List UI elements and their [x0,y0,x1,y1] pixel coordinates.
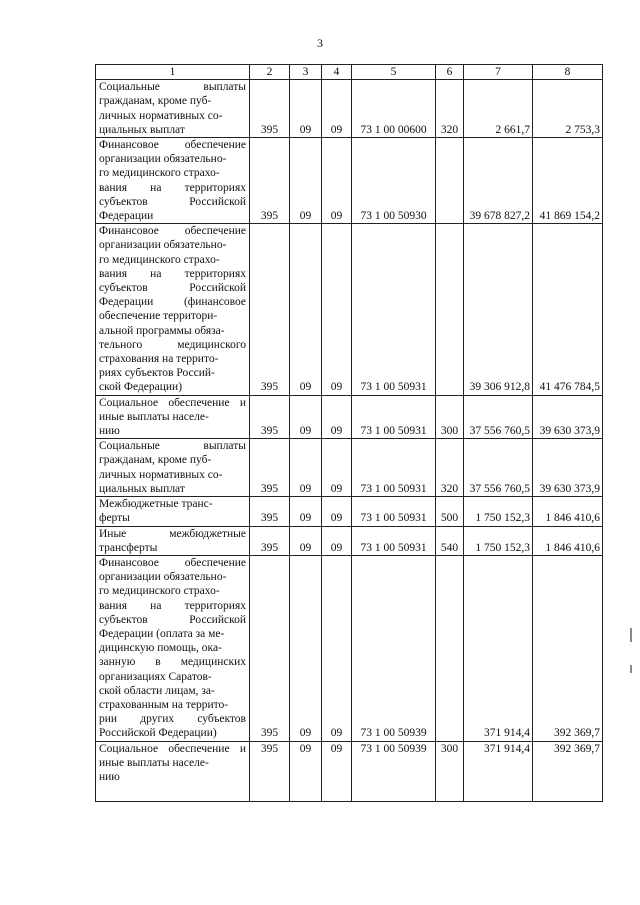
table-row [96,138,603,224]
row-value-cell: 395 [250,526,290,555]
row-value-cell: 09 [322,395,352,439]
table-row [96,224,603,395]
row-value-cell: 392 369,7 [533,741,603,801]
column-header: 7 [464,65,533,80]
row-value-cell: 73 1 00 50939 [352,555,436,741]
row-value-cell: 73 1 00 00600 [352,80,436,138]
row-value-cell: 09 [322,497,352,526]
row-name-cell: Иные межбюджетные трансферты [96,526,250,555]
column-header: 5 [352,65,436,80]
row-name-cell: Финансовое обеспечение организации обязательно- го медицинского страхо- вания на территориях субъектов Российской Федерации (финансовое обеспечение территори- альной программы обяза- тельного медицинского страхования на террито- риях субъектов Россий- ской Федерации) [96,224,250,395]
row-name-cell: Финансовое обеспечение организации обязательно- го медицинского страхо- вания на территориях субъектов Российской Федерации (оплата за ме- дицинскую помощь, ока- занную в медицинских организациях Саратов- ской области лицам, за- страхованным на террито- рии других субъектов Российской Федерации) [96,555,250,741]
row-value-cell [436,138,464,224]
row-value-cell: 395 [250,80,290,138]
row-value-cell: 300 [436,395,464,439]
row-value-cell: 09 [290,224,322,395]
row-value-cell: 395 [250,497,290,526]
row-value-cell: 73 1 00 50931 [352,439,436,497]
row-value-cell: 1 750 152,3 [464,497,533,526]
table-row [96,395,603,439]
budget-table [95,64,603,802]
row-name-cell: Социальное обеспечение и иные выплаты населе- нию [96,741,250,801]
column-header: 1 [96,65,250,80]
table-row [96,555,603,741]
row-value-cell: 41 869 154,2 [533,138,603,224]
row-value-cell: 09 [290,526,322,555]
column-header: 3 [290,65,322,80]
row-value-cell [436,555,464,741]
header-row [96,65,603,80]
row-value-cell: 09 [290,555,322,741]
row-value-cell: 2 753,3 [533,80,603,138]
row-value-cell: 09 [290,497,322,526]
row-value-cell: 39 678 827,2 [464,138,533,224]
table-row [96,526,603,555]
row-value-cell: 39 630 373,9 [533,439,603,497]
row-value-cell: 37 556 760,5 [464,439,533,497]
row-value-cell: 395 [250,395,290,439]
row-value-cell: 09 [322,138,352,224]
row-name-cell: Социальные выплаты гражданам, кроме пуб- личных нормативных со- циальных выплат [96,80,250,138]
row-value-cell: 395 [250,439,290,497]
row-value-cell: 540 [436,526,464,555]
row-value-cell [436,224,464,395]
row-value-cell: 320 [436,439,464,497]
row-value-cell: 37 556 760,5 [464,395,533,439]
row-value-cell: 1 846 410,6 [533,526,603,555]
row-value-cell: 09 [322,555,352,741]
row-value-cell: 392 369,7 [533,555,603,741]
row-value-cell: 395 [250,138,290,224]
column-header: 4 [322,65,352,80]
row-value-cell: 39 630 373,9 [533,395,603,439]
scan-edge-mark [630,628,632,642]
row-value-cell: 39 306 912,8 [464,224,533,395]
table-row [96,439,603,497]
row-value-cell: 73 1 00 50931 [352,497,436,526]
row-value-cell: 09 [290,138,322,224]
row-value-cell: 73 1 00 50931 [352,526,436,555]
row-value-cell: 09 [322,80,352,138]
column-header: 8 [533,65,603,80]
row-value-cell: 395 [250,741,290,801]
row-value-cell: 73 1 00 50930 [352,138,436,224]
scan-edge-mark [630,665,632,673]
table-row [96,80,603,138]
table-row [96,497,603,526]
row-value-cell: 09 [290,439,322,497]
row-value-cell: 1 750 152,3 [464,526,533,555]
page-number: 3 [317,36,323,50]
table-row [96,741,603,801]
row-name-cell: Социальное обеспечение и иные выплаты населе- нию [96,395,250,439]
row-value-cell: 09 [322,526,352,555]
row-value-cell: 09 [290,741,322,801]
row-value-cell: 73 1 00 50939 [352,741,436,801]
row-name-cell: Социальные выплаты гражданам, кроме пуб- личных нормативных со- циальных выплат [96,439,250,497]
row-value-cell: 500 [436,497,464,526]
row-value-cell: 300 [436,741,464,801]
row-value-cell: 09 [290,80,322,138]
column-header: 6 [436,65,464,80]
column-header: 2 [250,65,290,80]
row-name-cell: Финансовое обеспечение организации обязательно- го медицинского страхо- вания на территориях субъектов Российской Федерации [96,138,250,224]
row-value-cell: 41 476 784,5 [533,224,603,395]
row-value-cell: 73 1 00 50931 [352,395,436,439]
row-value-cell: 09 [322,741,352,801]
row-value-cell: 395 [250,555,290,741]
row-name-cell: Межбюджетные транс- ферты [96,497,250,526]
row-value-cell: 320 [436,80,464,138]
row-value-cell: 371 914,4 [464,555,533,741]
row-value-cell: 395 [250,224,290,395]
row-value-cell: 09 [290,395,322,439]
row-value-cell: 09 [322,439,352,497]
row-value-cell: 371 914,4 [464,741,533,801]
row-value-cell: 09 [322,224,352,395]
row-value-cell: 73 1 00 50931 [352,224,436,395]
row-value-cell: 2 661,7 [464,80,533,138]
row-value-cell: 1 846 410,6 [533,497,603,526]
